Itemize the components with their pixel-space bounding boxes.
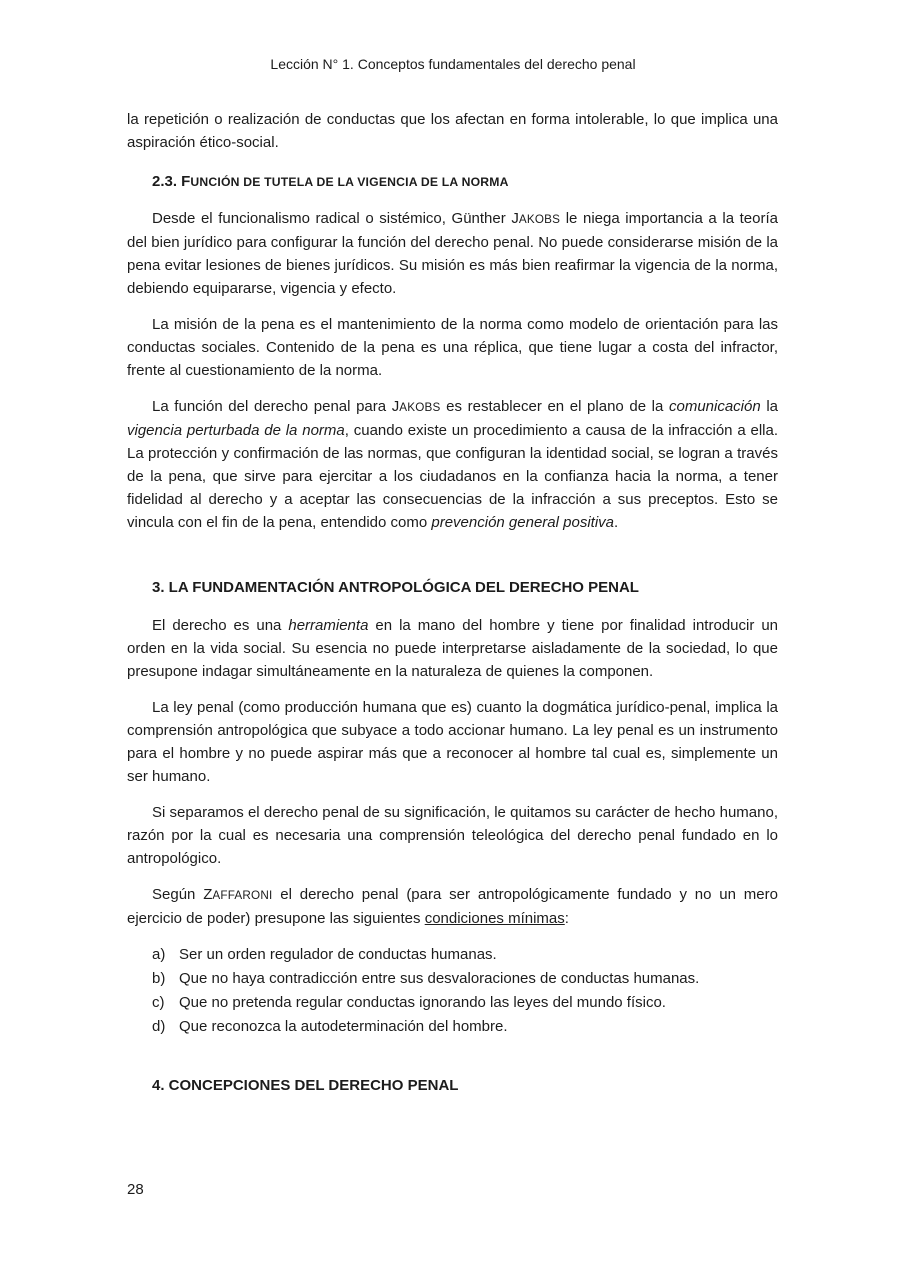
list-marker: a) [152, 946, 166, 963]
list-text: Ser un orden regulador de conductas humanas. [179, 946, 497, 963]
paragraph [127, 801, 778, 870]
list-item [152, 943, 778, 966]
paragraph [127, 395, 778, 534]
italic-run: herramienta [288, 617, 369, 634]
text-run: La ley penal (como producción humana que es) cuanto la dogmática jurídico-penal, implica la comprensión antropológica que subyace a todo accionar humano. La ley penal es un instrumento para el hombre y no puede aspirar más que a reconocer al hombre tal cual es, simplemente un ser humano. [127, 699, 778, 785]
running-header: Lección N° 1. Conceptos fundamentales del derecho penal [270, 56, 636, 72]
page-body [127, 108, 778, 1097]
list-marker: c) [152, 994, 165, 1011]
text-run: es restablecer en el plano de la [440, 398, 669, 415]
list-text: Que no pretenda regular conductas ignorando las leyes del mundo físico. [179, 994, 666, 1011]
paragraph [127, 313, 778, 382]
heading-smallcaps-run: UNCIÓN DE TUTELA DE LA VIGENCIA DE LA NORMA [190, 175, 509, 189]
list-item [152, 991, 778, 1014]
heading-prefix: 2.3. F [152, 173, 191, 190]
list-marker: d) [152, 1018, 166, 1035]
heading-text: 3. LA FUNDAMENTACIÓN ANTROPOLÓGICA DEL DERECHO PENAL [152, 579, 639, 596]
underline-run: condiciones mínimas [424, 910, 565, 927]
paragraph [127, 696, 778, 788]
text-run: Desde el funcionalismo radical o sistémico, Günther J [152, 210, 519, 227]
text-run: . [614, 514, 619, 531]
text-run: la repetición o realización de conductas que los afectan en forma intolerable, lo que implica una aspiración ético-social. [127, 111, 778, 151]
italic-run: comunicación [668, 398, 761, 415]
paragraph [127, 108, 778, 154]
page-number: 28 [127, 1181, 144, 1198]
italic-run: prevención general positiva [431, 514, 614, 531]
text-run: La función del derecho penal para J [152, 398, 400, 415]
smallcaps-run: AKOBS [399, 401, 441, 414]
smallcaps-run: AFFARONI [212, 889, 273, 902]
text-run: , cuando existe un procedimiento a causa de la infracción a ella. La protección y confirmación de las normas, que configuran la identidad social, se logran a través de la pena, que sirve para ejercitar a los ciudadanos en la confianza hacia la norma, a tener fidelidad al derecho y a aceptar las consecuencias de la infracción a sus preceptos. Esto se vincula con el fin de la pena, entendido como [127, 422, 779, 531]
section-heading-3 [152, 576, 778, 599]
italic-run: vigencia perturbada de la norma [127, 422, 345, 439]
paragraph [127, 207, 778, 300]
list-item [152, 1015, 778, 1038]
text-run: la [760, 398, 779, 415]
text-run: en la mano del hombre y tiene por finalidad introducir un orden en la vida social. Su esencia no puede interpretarse aisladamente de la sociedad, lo que presupone indagar simultáneamente en la naturaleza de quienes la componen. [127, 617, 778, 680]
conditions-list [152, 943, 778, 1038]
list-marker: b) [152, 970, 166, 987]
text-run: El derecho es una [152, 617, 289, 634]
section-heading-2-3 [152, 170, 778, 194]
paragraph [127, 614, 778, 683]
list-text: Que no haya contradicción entre sus desvaloraciones de conductas humanas. [179, 970, 700, 987]
text-run: : [564, 910, 569, 927]
section-heading-4 [152, 1074, 778, 1097]
smallcaps-run: AKOBS [518, 213, 561, 226]
text-run: Si separamos el derecho penal de su significación, le quitamos su carácter de hecho humano, razón por la cual es necesaria una comprensión teleológica del derecho penal fundado en lo antropológico. [127, 804, 778, 867]
heading-text: 4. CONCEPCIONES DEL DERECHO PENAL [152, 1077, 459, 1094]
text-run: Según Z [152, 886, 213, 903]
text-run: le niega importancia a la teoría del bien jurídico para configurar la función del derecho penal. No puede considerarse misión de la pena evitar lesiones de bienes jurídicos. Su misión es más bien reafirmar la vigencia de la norma, debiendo equipararse, vigencia y efecto. [127, 210, 778, 297]
text-run: La misión de la pena es el mantenimiento de la norma como modelo de orientación para las conductas sociales. Contenido de la pena es una réplica, que tiene lugar a costa del infractor, frente al cuestionamiento de la norma. [127, 316, 778, 379]
paragraph [127, 883, 778, 930]
list-item [152, 967, 778, 990]
list-text: Que reconozca la autodeterminación del hombre. [179, 1018, 508, 1035]
text-run: el derecho penal (para ser antropológicamente fundado y no un mero ejercicio de poder) presupone las siguientes [127, 886, 778, 927]
